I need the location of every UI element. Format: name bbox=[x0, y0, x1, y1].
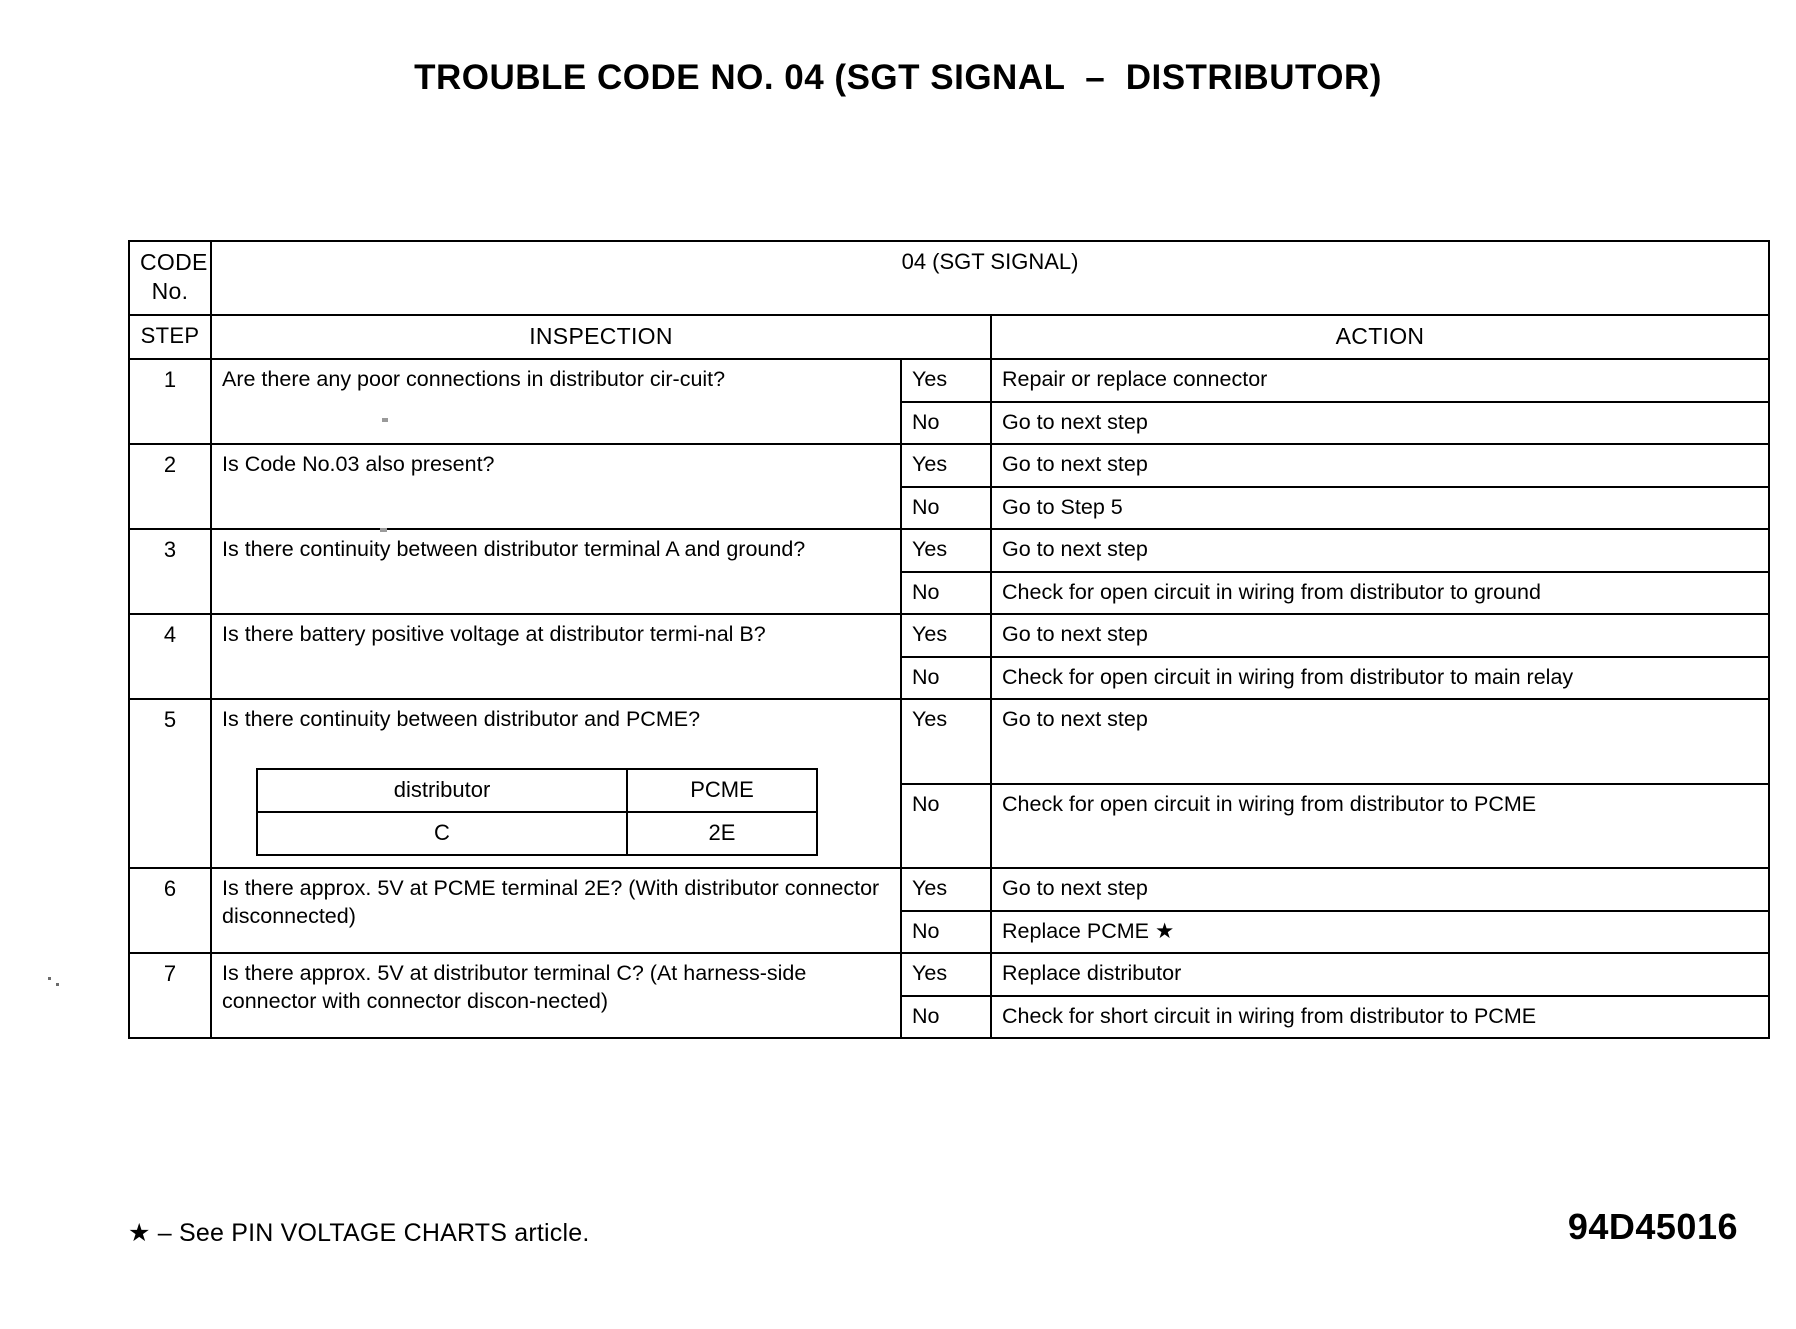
inspection-text: Is there approx. 5V at PCME terminal 2E? (With distributor connector disconnected) bbox=[211, 868, 901, 953]
action-text: Repair or replace connector bbox=[991, 359, 1769, 402]
trouble-code-table-wrapper bbox=[128, 240, 1768, 1039]
step-number: 4 bbox=[129, 614, 211, 699]
answer-yes: Yes bbox=[901, 444, 991, 487]
action-text: Replace distributor bbox=[991, 953, 1769, 996]
action-text: Go to Step 5 bbox=[991, 487, 1769, 530]
pin-value-pcme: 2E bbox=[627, 812, 817, 855]
column-header-action: ACTION bbox=[991, 315, 1769, 359]
scan-artifact bbox=[56, 983, 59, 986]
pin-assignment-table bbox=[256, 768, 818, 856]
table-header-code-row bbox=[129, 241, 1769, 315]
answer-yes: Yes bbox=[901, 359, 991, 402]
scan-artifact bbox=[380, 528, 387, 532]
step-number: 7 bbox=[129, 953, 211, 1038]
action-text: Go to next step bbox=[991, 699, 1769, 783]
table-row bbox=[129, 614, 1769, 657]
answer-yes: Yes bbox=[901, 953, 991, 996]
pin-table-value-row bbox=[257, 812, 817, 855]
inspection-text: Is there continuity between distributor and PCME? bbox=[222, 707, 701, 732]
step-number: 3 bbox=[129, 529, 211, 614]
action-text: Go to next step bbox=[991, 529, 1769, 572]
inspection-text: Is Code No.03 also present? bbox=[211, 444, 901, 529]
table-row bbox=[129, 444, 1769, 487]
answer-no: No bbox=[901, 911, 991, 954]
step-number: 5 bbox=[129, 699, 211, 868]
answer-no: No bbox=[901, 657, 991, 700]
table-row bbox=[129, 868, 1769, 911]
inspection-text: Is there continuity between distributor terminal A and ground? bbox=[211, 529, 901, 614]
inspection-text-with-pin-table bbox=[211, 699, 901, 868]
answer-yes: Yes bbox=[901, 868, 991, 911]
action-text: Check for open circuit in wiring from distributor to ground bbox=[991, 572, 1769, 615]
table-row bbox=[129, 699, 1769, 783]
table-row bbox=[129, 953, 1769, 996]
step-number: 6 bbox=[129, 868, 211, 953]
answer-no: No bbox=[901, 572, 991, 615]
code-no-value: 04 (SGT SIGNAL) bbox=[211, 241, 1769, 315]
scan-artifact bbox=[382, 418, 388, 422]
answer-no: No bbox=[901, 402, 991, 445]
inspection-text: Is there approx. 5V at distributor terminal C? (At harness-side connector with connector discon-nected) bbox=[211, 953, 901, 1038]
answer-no: No bbox=[901, 487, 991, 530]
table-header-columns-row bbox=[129, 315, 1769, 359]
table-row bbox=[129, 359, 1769, 402]
action-text: Check for open circuit in wiring from distributor to PCME bbox=[991, 784, 1769, 868]
pin-table-header-row bbox=[257, 769, 817, 812]
answer-yes: Yes bbox=[901, 614, 991, 657]
answer-yes: Yes bbox=[901, 699, 991, 783]
pin-value-distributor: C bbox=[257, 812, 627, 855]
action-text: Go to next step bbox=[991, 868, 1769, 911]
trouble-code-table bbox=[128, 240, 1770, 1039]
pin-header-distributor: distributor bbox=[257, 769, 627, 812]
table-row bbox=[129, 529, 1769, 572]
inspection-text: Are there any poor connections in distributor cir-cuit? bbox=[211, 359, 901, 444]
answer-no: No bbox=[901, 996, 991, 1039]
step-number: 1 bbox=[129, 359, 211, 444]
action-text: Go to next step bbox=[991, 402, 1769, 445]
page-title: TROUBLE CODE NO. 04 (SGT SIGNAL – DISTRIBUTOR) bbox=[414, 58, 1382, 97]
action-text: Check for open circuit in wiring from distributor to main relay bbox=[991, 657, 1769, 700]
step-number: 2 bbox=[129, 444, 211, 529]
action-text: Replace PCME ★ bbox=[991, 911, 1769, 954]
footnote: ★ – See PIN VOLTAGE CHARTS article. bbox=[128, 1219, 590, 1247]
pin-header-pcme: PCME bbox=[627, 769, 817, 812]
column-header-inspection: INSPECTION bbox=[211, 315, 991, 359]
action-text: Check for short circuit in wiring from distributor to PCME bbox=[991, 996, 1769, 1039]
inspection-text: Is there battery positive voltage at distributor termi-nal B? bbox=[211, 614, 901, 699]
scan-artifact bbox=[48, 977, 51, 980]
code-no-label: CODE No. bbox=[129, 241, 211, 315]
action-text: Go to next step bbox=[991, 444, 1769, 487]
action-text: Go to next step bbox=[991, 614, 1769, 657]
document-page bbox=[0, 58, 1796, 1329]
column-header-step: STEP bbox=[129, 315, 211, 359]
answer-no: No bbox=[901, 784, 991, 868]
figure-reference: 94D45016 bbox=[1567, 1206, 1738, 1247]
answer-yes: Yes bbox=[901, 529, 991, 572]
